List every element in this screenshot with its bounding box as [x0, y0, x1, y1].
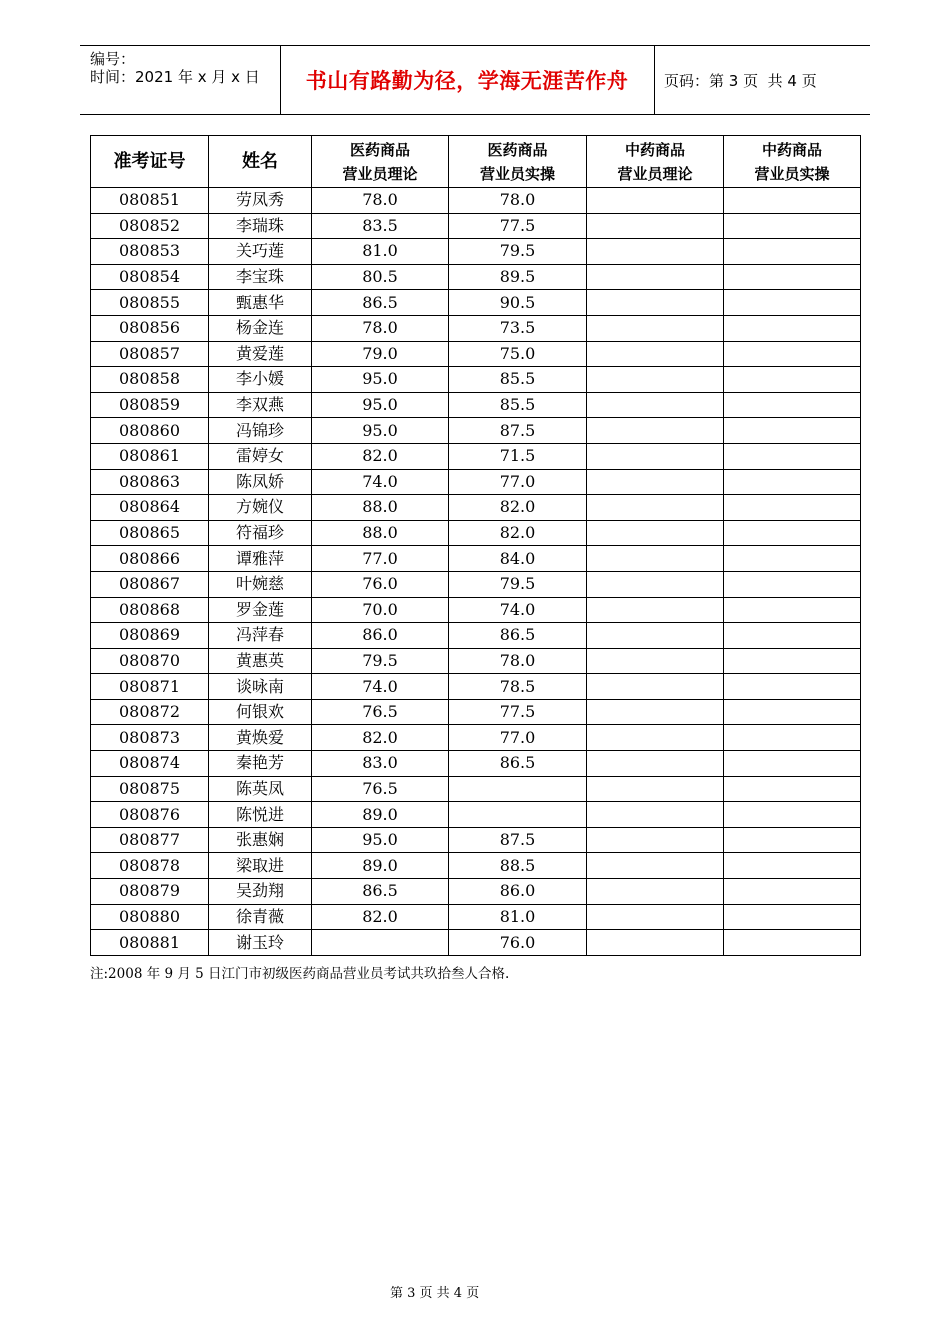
western-theory-score: 95.0 [312, 367, 449, 393]
exam-id-cell: 080878 [91, 853, 209, 879]
table-row [91, 725, 861, 751]
column-header-chinese-practice: 中药商品 营业员实操 [724, 136, 861, 188]
chinese-practice-score [724, 239, 861, 265]
table-row [91, 853, 861, 879]
western-practice-score: 82.0 [449, 520, 587, 546]
chinese-theory-score [587, 546, 724, 572]
chinese-practice-score [724, 213, 861, 239]
column-header-western-practice: 医药商品 营业员实操 [449, 136, 587, 188]
table-row [91, 290, 861, 316]
chinese-practice-score [724, 315, 861, 341]
exam-id-cell: 080874 [91, 751, 209, 777]
name-cell: 吴劲翔 [209, 879, 312, 905]
western-practice-score: 82.0 [449, 495, 587, 521]
exam-id-cell: 080865 [91, 520, 209, 546]
chinese-practice-score [724, 597, 861, 623]
name-cell: 黄惠英 [209, 648, 312, 674]
western-theory-score: 82.0 [312, 443, 449, 469]
table-header-row [91, 136, 861, 188]
document-number-label: 编号： [90, 50, 136, 68]
column-header-name: 姓名 [209, 136, 312, 188]
chinese-practice-score [724, 469, 861, 495]
chinese-theory-score [587, 571, 724, 597]
chinese-theory-score [587, 674, 724, 700]
western-practice-score: 78.0 [449, 188, 587, 214]
name-cell: 符福珍 [209, 520, 312, 546]
chinese-practice-score [724, 930, 861, 956]
table-row [91, 367, 861, 393]
western-theory-score: 74.0 [312, 674, 449, 700]
exam-id-cell: 080863 [91, 469, 209, 495]
western-practice-score: 88.5 [449, 853, 587, 879]
name-cell: 张惠娴 [209, 827, 312, 853]
exam-id-cell: 080867 [91, 571, 209, 597]
name-cell: 黄爱莲 [209, 341, 312, 367]
name-cell: 李小媛 [209, 367, 312, 393]
table-row [91, 392, 861, 418]
name-cell: 李瑞珠 [209, 213, 312, 239]
western-theory-score: 95.0 [312, 392, 449, 418]
score-table [90, 135, 861, 956]
exam-id-cell: 080861 [91, 443, 209, 469]
exam-id-cell: 080881 [91, 930, 209, 956]
exam-id-cell: 080853 [91, 239, 209, 265]
table-row [91, 264, 861, 290]
column-header-exam-id: 准考证号 [91, 136, 209, 188]
western-practice-score: 86.5 [449, 751, 587, 777]
western-theory-score: 82.0 [312, 904, 449, 930]
western-practice-score: 86.5 [449, 623, 587, 649]
exam-id-cell: 080855 [91, 290, 209, 316]
exam-id-cell: 080879 [91, 879, 209, 905]
table-row [91, 443, 861, 469]
western-theory-score: 80.5 [312, 264, 449, 290]
name-cell: 陈凤娇 [209, 469, 312, 495]
western-theory-score: 88.0 [312, 520, 449, 546]
chinese-practice-score [724, 751, 861, 777]
chinese-theory-score [587, 239, 724, 265]
western-practice-score: 76.0 [449, 930, 587, 956]
western-practice-score: 78.0 [449, 648, 587, 674]
western-theory-score: 76.0 [312, 571, 449, 597]
western-theory-score: 79.5 [312, 648, 449, 674]
table-row [91, 341, 861, 367]
chinese-practice-score [724, 802, 861, 828]
name-cell: 谭雅萍 [209, 546, 312, 572]
name-cell: 罗金莲 [209, 597, 312, 623]
header-meta [90, 50, 260, 86]
exam-id-cell: 080852 [91, 213, 209, 239]
chinese-practice-score [724, 699, 861, 725]
chinese-theory-score [587, 443, 724, 469]
table-row [91, 904, 861, 930]
name-cell: 徐青薇 [209, 904, 312, 930]
western-practice-score: 84.0 [449, 546, 587, 572]
table-row [91, 751, 861, 777]
name-cell: 冯萍春 [209, 623, 312, 649]
chinese-theory-score [587, 648, 724, 674]
table-row [91, 776, 861, 802]
chinese-theory-score [587, 827, 724, 853]
name-cell: 方婉仪 [209, 495, 312, 521]
name-cell: 李双燕 [209, 392, 312, 418]
exam-id-cell: 080868 [91, 597, 209, 623]
western-practice-score: 87.5 [449, 418, 587, 444]
western-theory-score: 95.0 [312, 827, 449, 853]
table-row [91, 623, 861, 649]
page-footer: 第 3 页 共 4 页 [390, 1286, 480, 1301]
name-cell: 何银欢 [209, 699, 312, 725]
western-practice-score: 78.5 [449, 674, 587, 700]
chinese-theory-score [587, 290, 724, 316]
chinese-theory-score [587, 853, 724, 879]
western-practice-score: 75.0 [449, 341, 587, 367]
western-theory-score [312, 930, 449, 956]
chinese-theory-score [587, 904, 724, 930]
name-cell: 杨金连 [209, 315, 312, 341]
exam-id-cell: 080854 [91, 264, 209, 290]
chinese-practice-score [724, 443, 861, 469]
western-practice-score: 79.5 [449, 239, 587, 265]
exam-id-cell: 080856 [91, 315, 209, 341]
chinese-theory-score [587, 213, 724, 239]
chinese-practice-score [724, 648, 861, 674]
chinese-theory-score [587, 751, 724, 777]
name-cell: 陈英凤 [209, 776, 312, 802]
table-row [91, 418, 861, 444]
western-practice-score: 87.5 [449, 827, 587, 853]
western-theory-score: 82.0 [312, 725, 449, 751]
exam-id-cell: 080869 [91, 623, 209, 649]
western-theory-score: 78.0 [312, 188, 449, 214]
western-theory-score: 86.5 [312, 290, 449, 316]
exam-id-cell: 080877 [91, 827, 209, 853]
chinese-theory-score [587, 367, 724, 393]
western-practice-score: 77.5 [449, 213, 587, 239]
chinese-theory-score [587, 699, 724, 725]
chinese-theory-score [587, 776, 724, 802]
western-practice-score: 77.5 [449, 699, 587, 725]
chinese-theory-score [587, 469, 724, 495]
column-header-chinese-theory: 中药商品 营业员理论 [587, 136, 724, 188]
chinese-theory-score [587, 879, 724, 905]
western-theory-score: 76.5 [312, 699, 449, 725]
table-row [91, 239, 861, 265]
chinese-practice-score [724, 853, 861, 879]
chinese-practice-score [724, 520, 861, 546]
western-practice-score [449, 802, 587, 828]
western-theory-score: 77.0 [312, 546, 449, 572]
western-practice-score: 79.5 [449, 571, 587, 597]
name-cell: 劳凤秀 [209, 188, 312, 214]
chinese-theory-score [587, 188, 724, 214]
chinese-practice-score [724, 546, 861, 572]
chinese-practice-score [724, 392, 861, 418]
western-practice-score: 86.0 [449, 879, 587, 905]
exam-id-cell: 080858 [91, 367, 209, 393]
chinese-theory-score [587, 802, 724, 828]
western-practice-score: 74.0 [449, 597, 587, 623]
western-theory-score: 83.5 [312, 213, 449, 239]
exam-id-cell: 080860 [91, 418, 209, 444]
western-theory-score: 83.0 [312, 751, 449, 777]
chinese-practice-score [724, 725, 861, 751]
exam-id-cell: 080880 [91, 904, 209, 930]
name-cell: 梁取进 [209, 853, 312, 879]
chinese-practice-score [724, 264, 861, 290]
western-practice-score: 90.5 [449, 290, 587, 316]
chinese-practice-score [724, 827, 861, 853]
western-practice-score: 71.5 [449, 443, 587, 469]
header-motto: 书山有路勤为径，学海无涯苦作舟 [305, 69, 629, 93]
western-practice-score: 85.5 [449, 392, 587, 418]
western-theory-score: 89.0 [312, 802, 449, 828]
header-page-number: 页码：第 3 页 共 4 页 [664, 71, 817, 90]
chinese-practice-score [724, 495, 861, 521]
western-theory-score: 81.0 [312, 239, 449, 265]
exam-id-cell: 080873 [91, 725, 209, 751]
table-row [91, 520, 861, 546]
exam-id-cell: 080870 [91, 648, 209, 674]
name-cell: 雷婷女 [209, 443, 312, 469]
western-theory-score: 86.5 [312, 879, 449, 905]
name-cell: 李宝珠 [209, 264, 312, 290]
chinese-theory-score [587, 315, 724, 341]
table-row [91, 674, 861, 700]
page-header [80, 45, 870, 115]
chinese-practice-score [724, 418, 861, 444]
western-theory-score: 79.0 [312, 341, 449, 367]
exam-id-cell: 080859 [91, 392, 209, 418]
name-cell: 陈悦进 [209, 802, 312, 828]
name-cell: 甄惠华 [209, 290, 312, 316]
table-body [91, 188, 861, 956]
chinese-theory-score [587, 520, 724, 546]
table-row [91, 571, 861, 597]
chinese-practice-score [724, 341, 861, 367]
chinese-theory-score [587, 623, 724, 649]
table-row [91, 469, 861, 495]
column-header-western-theory: 医药商品 营业员理论 [312, 136, 449, 188]
name-cell: 冯锦珍 [209, 418, 312, 444]
chinese-theory-score [587, 264, 724, 290]
name-cell: 黄焕爱 [209, 725, 312, 751]
western-practice-score: 77.0 [449, 469, 587, 495]
chinese-theory-score [587, 725, 724, 751]
table-row [91, 315, 861, 341]
chinese-theory-score [587, 392, 724, 418]
western-practice-score [449, 776, 587, 802]
table-row [91, 827, 861, 853]
chinese-practice-score [724, 879, 861, 905]
name-cell: 秦艳芳 [209, 751, 312, 777]
western-theory-score: 86.0 [312, 623, 449, 649]
table-row [91, 495, 861, 521]
western-theory-score: 70.0 [312, 597, 449, 623]
table-row [91, 188, 861, 214]
name-cell: 谈咏南 [209, 674, 312, 700]
chinese-practice-score [724, 623, 861, 649]
exam-id-cell: 080876 [91, 802, 209, 828]
chinese-theory-score [587, 341, 724, 367]
western-practice-score: 77.0 [449, 725, 587, 751]
chinese-theory-score [587, 930, 724, 956]
western-theory-score: 74.0 [312, 469, 449, 495]
name-cell: 叶婉慈 [209, 571, 312, 597]
chinese-practice-score [724, 188, 861, 214]
chinese-practice-score [724, 674, 861, 700]
table-row [91, 546, 861, 572]
western-practice-score: 73.5 [449, 315, 587, 341]
table-row [91, 802, 861, 828]
chinese-practice-score [724, 290, 861, 316]
header-divider [654, 46, 655, 114]
document-date-label: 时间：2021 年 x 月 x 日 [90, 68, 260, 86]
exam-id-cell: 080851 [91, 188, 209, 214]
name-cell: 谢玉玲 [209, 930, 312, 956]
exam-id-cell: 080872 [91, 699, 209, 725]
chinese-theory-score [587, 597, 724, 623]
table-row [91, 597, 861, 623]
table-row [91, 699, 861, 725]
western-theory-score: 95.0 [312, 418, 449, 444]
name-cell: 关巧莲 [209, 239, 312, 265]
western-theory-score: 76.5 [312, 776, 449, 802]
chinese-theory-score [587, 418, 724, 444]
chinese-practice-score [724, 776, 861, 802]
western-theory-score: 89.0 [312, 853, 449, 879]
exam-id-cell: 080857 [91, 341, 209, 367]
exam-id-cell: 080875 [91, 776, 209, 802]
chinese-practice-score [724, 904, 861, 930]
table-row [91, 930, 861, 956]
western-practice-score: 89.5 [449, 264, 587, 290]
table-row [91, 879, 861, 905]
western-theory-score: 88.0 [312, 495, 449, 521]
chinese-practice-score [724, 367, 861, 393]
western-theory-score: 78.0 [312, 315, 449, 341]
table-row [91, 213, 861, 239]
western-practice-score: 81.0 [449, 904, 587, 930]
exam-id-cell: 080871 [91, 674, 209, 700]
western-practice-score: 85.5 [449, 367, 587, 393]
chinese-practice-score [724, 571, 861, 597]
chinese-theory-score [587, 495, 724, 521]
table-row [91, 648, 861, 674]
footnote: 注:2008 年 9 月 5 日江门市初级医药商品营业员考试共玖拾叁人合格. [90, 966, 510, 982]
exam-id-cell: 080864 [91, 495, 209, 521]
exam-id-cell: 080866 [91, 546, 209, 572]
